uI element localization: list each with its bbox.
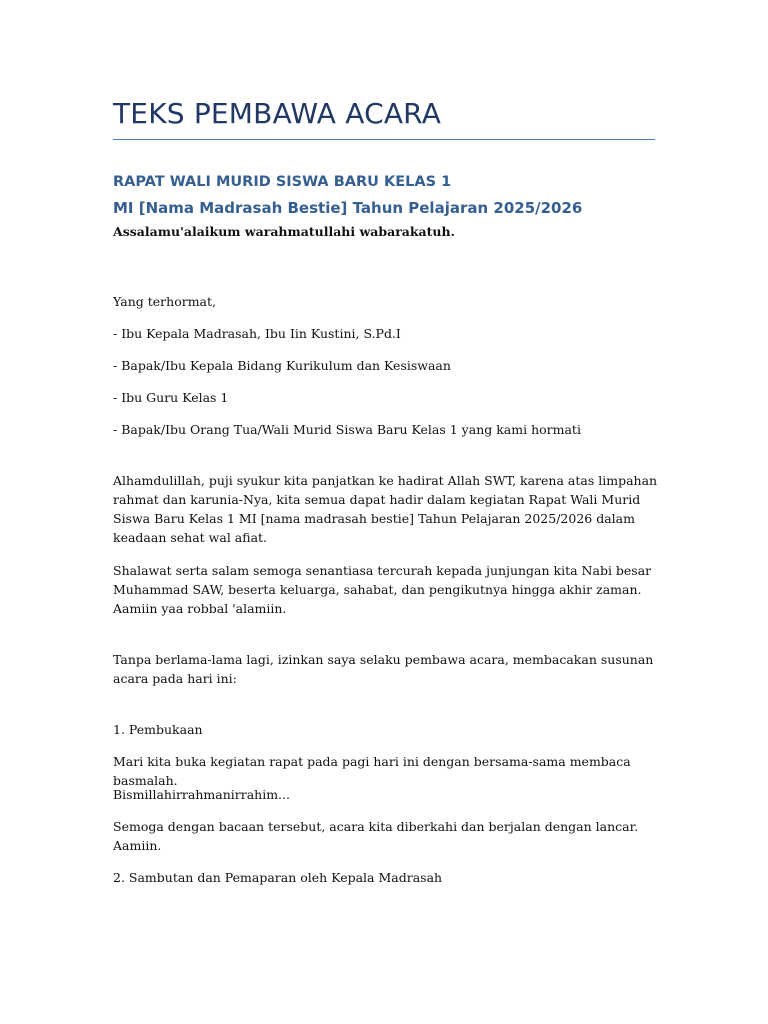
event-heading: RAPAT WALI MURID SISWA BARU KELAS 1: [113, 174, 452, 190]
greeting-text: Assalamu'alaikum warahmatullahi wabarakatuh.: [113, 224, 455, 239]
document-page: [113, 0, 658, 1024]
attendee-item: - Bapak/Ibu Orang Tua/Wali Murid Siswa Baru Kelas 1 yang kami hormati: [113, 422, 581, 437]
section-title: 1. Pembukaan: [113, 722, 203, 737]
document-title: TEKS PEMBAWA ACARA: [113, 97, 442, 130]
section-line: Semoga dengan bacaan tersebut, acara kita diberkahi dan berjalan dengan lancar. Aamiin.: [113, 819, 639, 853]
section-line: Mari kita buka kegiatan rapat pada pagi hari ini dengan bersama-sama membaca basmalah.: [113, 754, 631, 788]
title-divider: [113, 139, 655, 140]
agenda-intro-paragraph: Tanpa berlama-lama lagi, izinkan saya selaku pembawa acara, membacakan susunan acara pada hari ini:: [113, 652, 654, 686]
salutation-text: Yang terhormat,: [113, 294, 217, 309]
section-title: 2. Sambutan dan Pemaparan oleh Kepala Madrasah: [113, 870, 443, 885]
shalawat-paragraph: Shalawat serta salam semoga senantiasa tercurah kepada junjungan kita Nabi besar Muhammad SAW, beserta keluarga, sahabat, dan pengikutnya hingga akhir zaman. Aamiin yaa robbal 'alamiin.: [113, 563, 652, 616]
attendee-item: - Bapak/Ibu Kepala Bidang Kurikulum dan Kesiswaan: [113, 358, 451, 373]
school-year-heading: MI [Nama Madrasah Bestie] Tahun Pelajaran 2025/2026: [113, 199, 583, 217]
section-line: Bismillahirrahmanirrahim...: [113, 787, 290, 802]
opening-paragraph: Alhamdulillah, puji syukur kita panjatkan ke hadirat Allah SWT, karena atas limpahan rahmat dan karunia-Nya, kita semua dapat hadir dalam kegiatan Rapat Wali Murid Siswa Baru Kelas 1 MI [nama madrasah bestie] Tahun Pelajaran 2025/2026 dalam keadaan sehat wal afiat.: [113, 473, 658, 545]
attendee-item: - Ibu Guru Kelas 1: [113, 390, 229, 405]
attendee-item: - Ibu Kepala Madrasah, Ibu Iin Kustini, S.Pd.I: [113, 326, 401, 341]
